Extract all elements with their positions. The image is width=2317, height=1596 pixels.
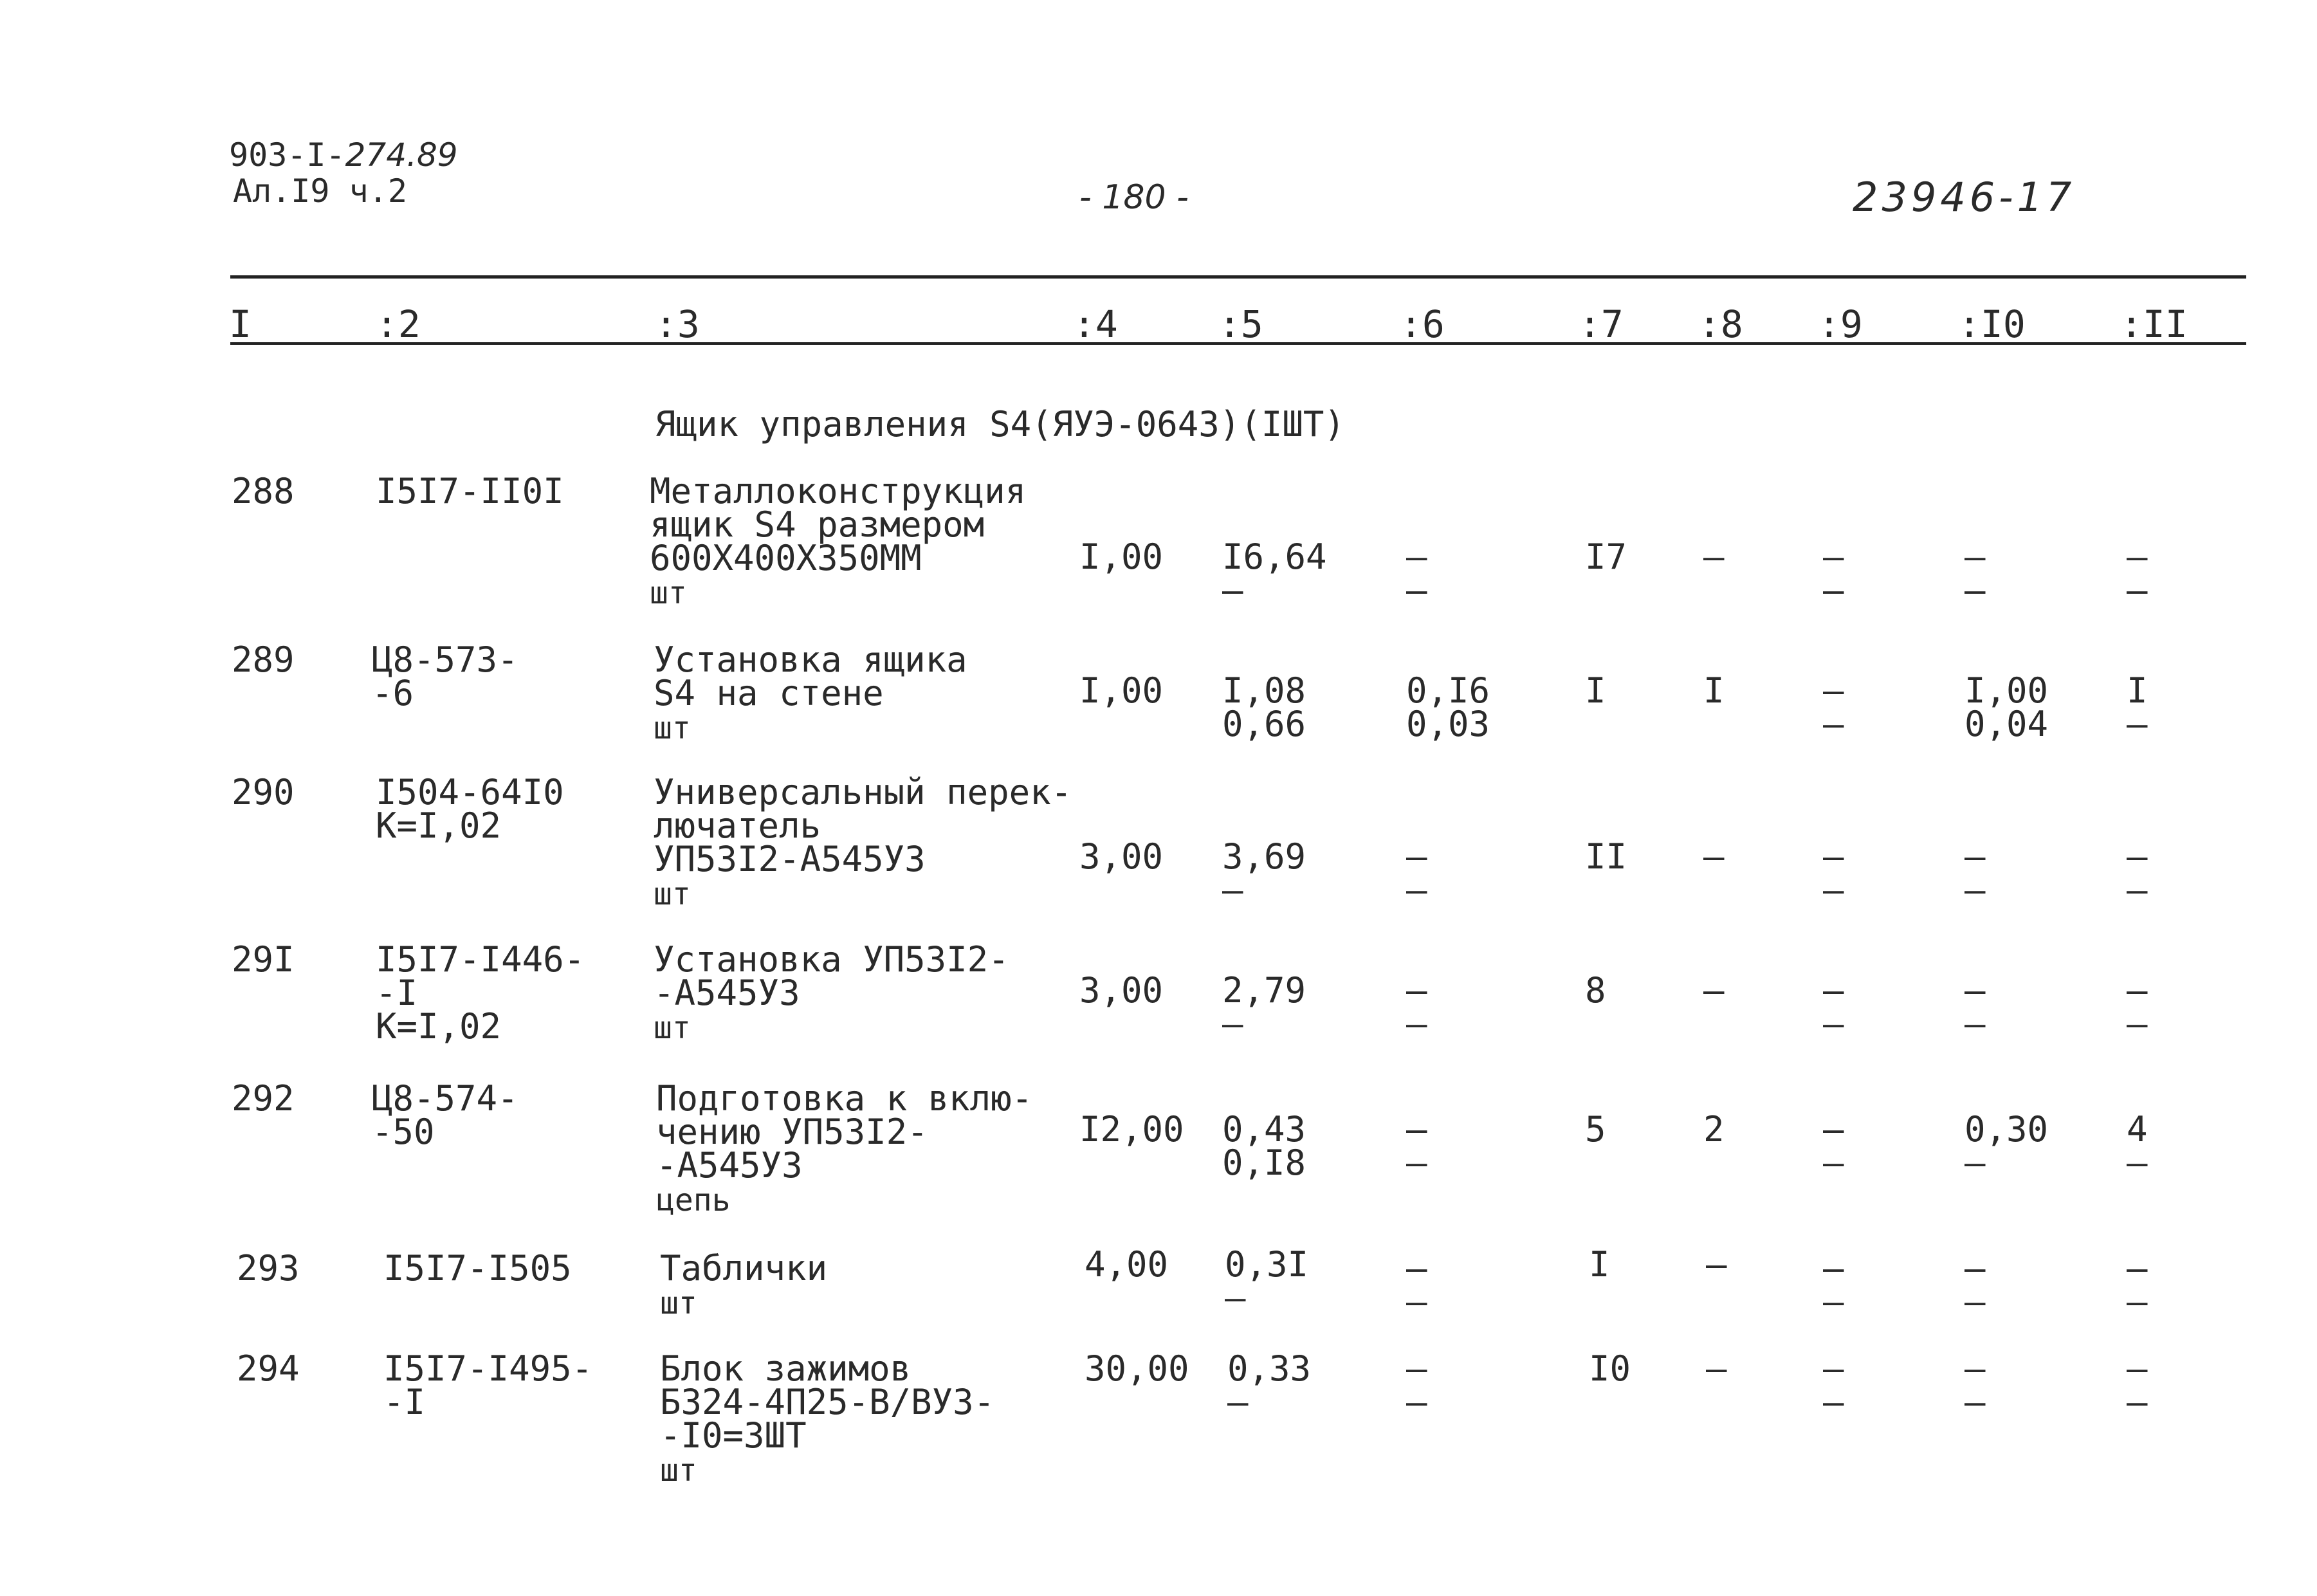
col7-value: I [1585, 670, 1606, 711]
item-code: Ц8-574- -50 [372, 1078, 518, 1152]
col11-value: – – [2127, 836, 2148, 910]
row-number: 292 [232, 1078, 295, 1119]
item-description: Установка УП53I2- -А545У3 шт [654, 939, 1009, 1046]
col9-value: – – [1823, 1348, 1844, 1422]
col10-value: – – [1964, 1248, 1986, 1322]
col6-value: – – [1406, 537, 1427, 610]
row-number: 29I [232, 939, 295, 980]
row-number: 289 [232, 639, 295, 680]
item-code: I5I7-I495- -I [383, 1348, 593, 1422]
col7-value: 8 [1585, 970, 1606, 1011]
column-header-3: :3 [655, 302, 700, 346]
col4-value: 3,00 [1079, 836, 1164, 877]
col4-value: I,00 [1079, 670, 1164, 711]
col5-value: 0,43 0,I8 [1222, 1109, 1306, 1183]
row-number: 293 [237, 1248, 300, 1289]
col6-value: – – [1406, 1109, 1427, 1183]
column-header-8: :8 [1698, 302, 1743, 346]
col7-value: II [1585, 836, 1627, 877]
col9-value: – – [1823, 1109, 1844, 1183]
col9-value: – – [1823, 836, 1844, 910]
col8-value: – [1706, 1348, 1727, 1389]
col11-value: – – [2127, 1248, 2148, 1322]
page-number: - 180 - [1079, 178, 1189, 217]
item-code: Ц8-573- -6 [372, 639, 518, 713]
col9-value: – – [1823, 1248, 1844, 1322]
col7-value: I7 [1585, 537, 1627, 577]
col11-value: – – [2127, 537, 2148, 610]
col10-value: – – [1964, 970, 1986, 1044]
column-header-4: :4 [1073, 302, 1118, 346]
column-header-11: :II [2120, 302, 2188, 346]
col7-value: I [1589, 1244, 1610, 1285]
col9-value: – – [1823, 970, 1844, 1044]
col10-value: – – [1964, 1348, 1986, 1422]
col5-value: I6,64 – [1222, 537, 1327, 610]
item-description: Металлоконструкция ящик S4 размером 600X400X350ММ шт [650, 471, 1027, 611]
section-title: Ящик управления S4(ЯУЭ-0643)(IШТ) [655, 404, 1345, 445]
album-number: Ал.I9 ч.2 [233, 172, 407, 210]
column-header-2: :2 [376, 302, 421, 346]
column-header-7: :7 [1579, 302, 1624, 346]
column-header-1: I [229, 302, 252, 346]
column-header-10: :I0 [1958, 302, 2026, 346]
item-code: I504-64I0 К=I,02 [376, 772, 564, 846]
col7-value: I0 [1589, 1348, 1631, 1389]
item-code: I5I7-I446- -I К=I,02 [376, 939, 585, 1047]
col10-value: 0,30 – [1964, 1109, 2049, 1183]
item-description: Подготовка к вклю- чению УП53I2- -А545У3 цепь [656, 1078, 1033, 1218]
col8-value: – [1706, 1244, 1727, 1285]
col11-value: – – [2127, 1348, 2148, 1422]
row-number: 290 [232, 772, 295, 812]
row-number: 294 [237, 1348, 300, 1389]
item-description: Блок зажимов Б324-4П25-В/ВУ3- -I0=3ШТ шт [660, 1348, 995, 1489]
item-code: I5I7-II0I [376, 471, 564, 511]
col11-value: 4 – [2127, 1109, 2148, 1183]
column-header-9: :9 [1818, 302, 1863, 346]
col8-value: – [1703, 836, 1725, 877]
col6-value: – – [1406, 836, 1427, 910]
col5-value: 0,3I – [1225, 1244, 1309, 1318]
col10-value: – – [1964, 537, 1986, 610]
item-description: Таблички шт [660, 1248, 828, 1321]
col6-value: – – [1406, 970, 1427, 1044]
col11-value: – – [2127, 970, 2148, 1044]
stamp-number: 23946-17 [1853, 174, 2076, 221]
col8-value: – [1703, 970, 1725, 1011]
col9-value: – – [1823, 670, 1844, 744]
col6-value: 0,I6 0,03 [1406, 670, 1490, 744]
col4-value: I2,00 [1079, 1109, 1184, 1150]
col4-value: 4,00 [1085, 1244, 1169, 1285]
item-description: Универсальный перек- лючатель УП53I2-А545У3 шт [654, 772, 1072, 912]
top-rule [230, 275, 2246, 279]
col8-value: I [1703, 670, 1725, 711]
item-description: Установка ящика S4 на стене шт [654, 639, 967, 746]
col6-value: – – [1406, 1348, 1427, 1422]
col11-value: I – [2127, 670, 2148, 744]
col6-value: – – [1406, 1248, 1427, 1322]
column-header-5: :5 [1218, 302, 1263, 346]
col9-value: – – [1823, 537, 1844, 610]
column-header-6: :6 [1400, 302, 1445, 346]
col10-value: – – [1964, 836, 1986, 910]
col5-value: 0,33 – [1227, 1348, 1312, 1422]
col4-value: 3,00 [1079, 970, 1164, 1011]
col4-value: I,00 [1079, 537, 1164, 577]
col8-value: – [1703, 537, 1725, 577]
col10-value: I,00 0,04 [1964, 670, 2049, 744]
col7-value: 5 [1585, 1109, 1606, 1150]
col5-value: 3,69 – [1222, 836, 1306, 910]
item-code: I5I7-I505 [383, 1248, 572, 1289]
col8-value: 2 [1703, 1109, 1725, 1150]
col4-value: 30,00 [1085, 1348, 1189, 1389]
col5-value: 2,79 – [1222, 970, 1306, 1044]
col5-value: I,08 0,66 [1222, 670, 1306, 744]
doc-code: 903-I-274.89 [229, 136, 458, 174]
row-number: 288 [232, 471, 295, 511]
